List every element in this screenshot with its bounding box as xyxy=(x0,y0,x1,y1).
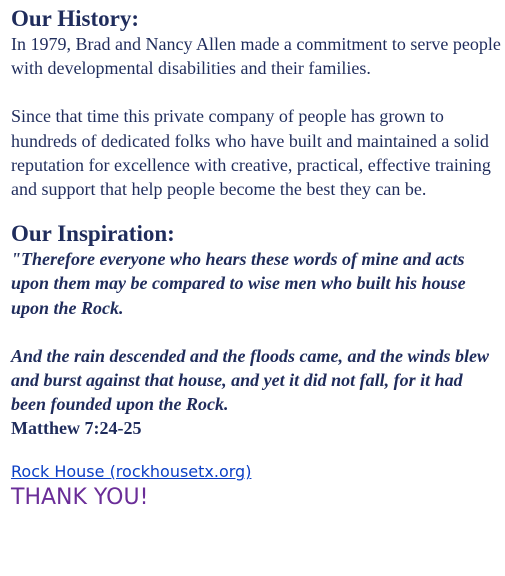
content-page xyxy=(11,6,501,512)
rock-house-link[interactable]: Rock House (rockhousetx.org) xyxy=(11,462,252,482)
spacer xyxy=(11,320,501,344)
inspiration-quote-1: "Therefore everyone who hears these words of mine and acts upon them may be compared to wise men who built his house upon the Rock. xyxy=(11,249,466,318)
inspiration-quote-2: And the rain descended and the floods came, and the winds blew and burst against that house, and yet it did not fall, for it had been founded upon the Rock. xyxy=(11,345,490,415)
history-heading: Our History: xyxy=(11,6,139,31)
spacer xyxy=(11,201,501,221)
spacer xyxy=(11,80,501,104)
history-paragraph-1: In 1979, Brad and Nancy Allen made a commitment to serve people with developmental disabilities and their families. xyxy=(11,34,501,79)
inspiration-heading: Our Inspiration: xyxy=(11,221,175,247)
thank-you-text: THANK YOU! xyxy=(11,485,149,511)
scripture-citation: Matthew 7:24-25 xyxy=(11,418,142,439)
history-paragraph-2: Since that time this private company of people has grown to hundreds of dedicated folks who have built and maintained a solid reputation for excellence with creative, practical, effective training and support that help people become the best they can be. xyxy=(11,106,491,200)
